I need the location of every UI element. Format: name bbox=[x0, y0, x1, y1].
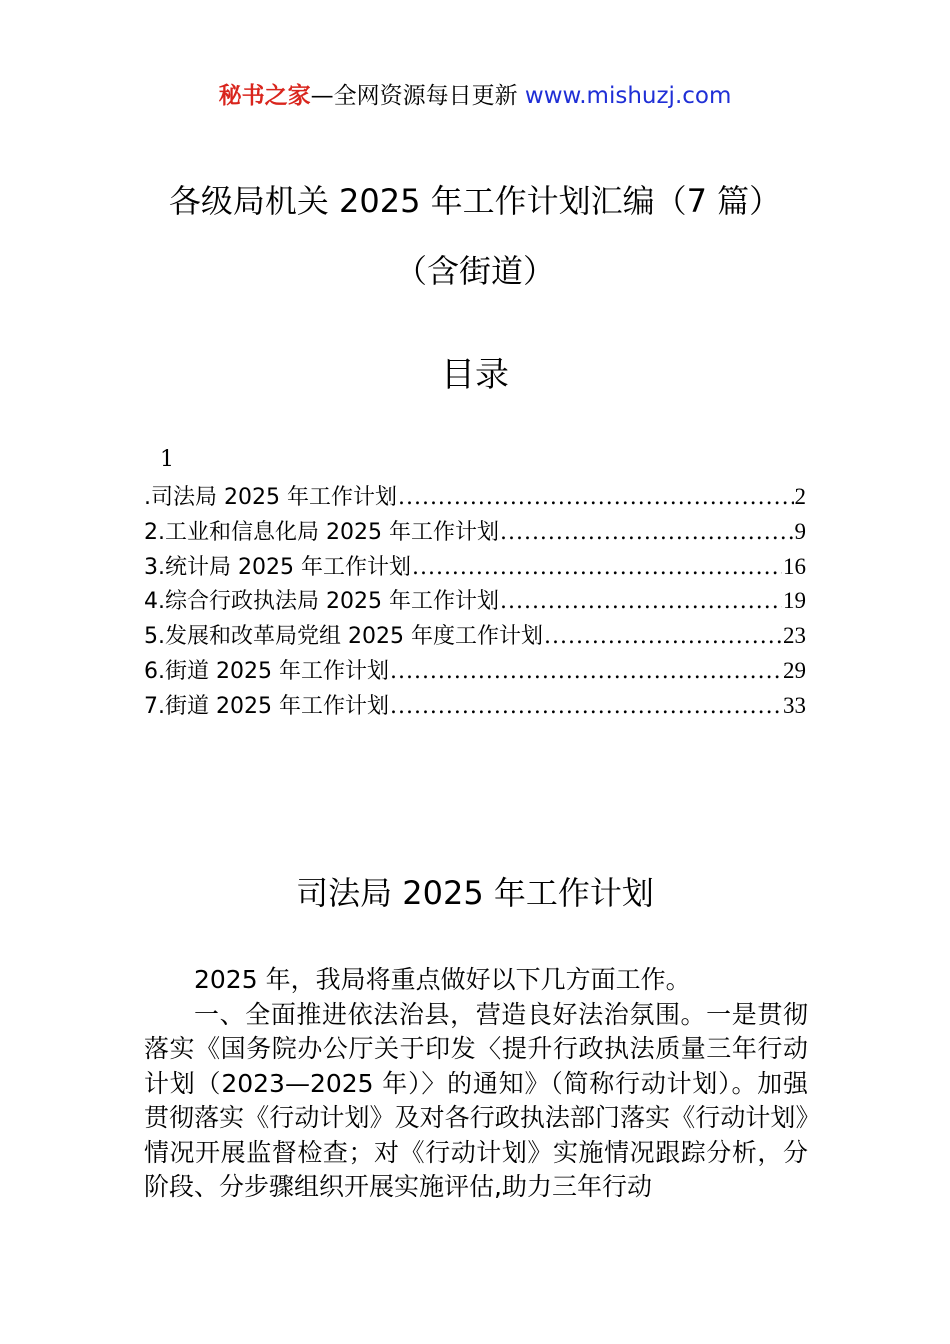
banner-tagline: —全网资源每日更新 bbox=[310, 83, 525, 109]
toc-item-page: 19 bbox=[783, 588, 806, 614]
toc-item-1[interactable] bbox=[144, 480, 806, 515]
toc-item-title: 4.综合行政执法局 2025 年工作计划 bbox=[144, 589, 499, 615]
toc-item-2[interactable] bbox=[144, 515, 806, 550]
toc-item-title: .司法局 2025 年工作计划 bbox=[144, 485, 397, 510]
toc-item-7[interactable] bbox=[144, 689, 806, 724]
document-title: 各级局机关 2025 年工作计划汇编（7 篇） bbox=[168, 182, 782, 220]
toc-leader-dots bbox=[390, 690, 782, 725]
toc-item-page: 33 bbox=[783, 692, 806, 718]
toc-item-title: 5.发展和改革局党组 2025 年度工作计划 bbox=[144, 624, 543, 650]
toc-item-3[interactable] bbox=[144, 550, 806, 585]
toc-heading: 目录 bbox=[441, 355, 509, 395]
toc-item-title: 3.统计局 2025 年工作计划 bbox=[144, 554, 411, 580]
toc-item-6[interactable] bbox=[144, 654, 806, 689]
site-banner bbox=[0, 80, 950, 112]
document-subtitle: （含街道） bbox=[394, 252, 555, 290]
toc-item-page: 9 bbox=[794, 518, 806, 544]
body-paragraph: 2025 年，我局将重点做好以下几方面工作。 bbox=[194, 965, 691, 994]
banner-url-link[interactable]: www.mishuzj.com bbox=[524, 83, 732, 109]
toc-leader-dots bbox=[412, 551, 782, 586]
toc-item-title: 7.街道 2025 年工作计划 bbox=[144, 693, 389, 719]
banner-brand: 秘书之家 bbox=[218, 83, 311, 109]
section-title: 司法局 2025 年工作计划 bbox=[296, 874, 654, 912]
toc-item-page: 29 bbox=[783, 657, 806, 683]
table-of-contents bbox=[144, 480, 806, 724]
toc-leader-dots bbox=[500, 516, 794, 551]
toc-leader-dots bbox=[390, 655, 782, 690]
toc-item-4[interactable] bbox=[144, 584, 806, 619]
toc-leader-dots bbox=[500, 585, 782, 620]
body-paragraph: 一、全面推进依法治县，营造良好法治氛围。一是贯彻落实《国务院办公厅关于印发〈提升行政执法质量三年行动计划（2023—2025 年）〉的通知》（简称行动计划）。加强贯彻落实《行动计划》及对各行政执法部门落实《行动计划》情况开展监督检查；对《行动计划》实施情况跟踪分析，分阶段、分步骤组织开展实施评估,助力三年行动 bbox=[144, 999, 808, 1201]
toc-stray-number: 1 bbox=[160, 447, 174, 472]
section-body bbox=[144, 963, 808, 1205]
toc-leader-dots bbox=[544, 620, 782, 655]
toc-item-page: 2 bbox=[794, 484, 806, 509]
toc-item-title: 6.街道 2025 年工作计划 bbox=[144, 658, 389, 684]
toc-item-page: 23 bbox=[783, 623, 806, 649]
toc-item-title: 2.工业和信息化局 2025 年工作计划 bbox=[144, 519, 499, 545]
toc-item-5[interactable] bbox=[144, 619, 806, 654]
toc-item-page: 16 bbox=[783, 553, 806, 579]
toc-leader-dots bbox=[398, 481, 794, 516]
